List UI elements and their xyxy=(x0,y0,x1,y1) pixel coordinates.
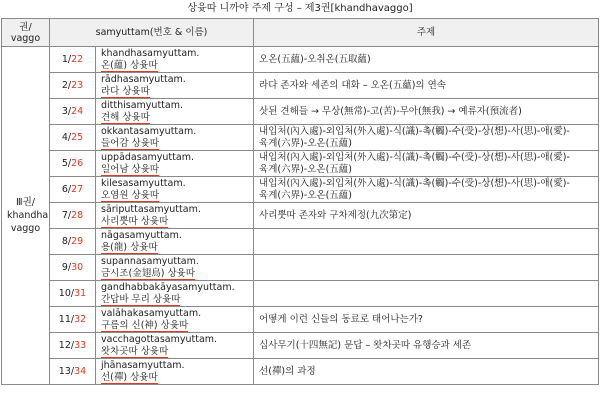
samyutta-name xyxy=(96,255,254,281)
local-number: 9 xyxy=(61,262,68,273)
samyutta-topic: 삿된 견해들 → 무상(無常)-고(苦)-무아(無我) → 예류자(預流者) xyxy=(254,99,599,125)
korean-name: 라다 상윳따 xyxy=(101,85,150,97)
samyutta-number: 8/29 xyxy=(50,229,96,255)
local-number: 12 xyxy=(58,340,71,351)
table-row xyxy=(2,255,599,281)
global-number: 25 xyxy=(71,132,84,143)
samyutta-name xyxy=(96,99,254,125)
samyutta-topic xyxy=(254,229,599,255)
local-number: 1 xyxy=(61,54,68,65)
global-number: 34 xyxy=(74,366,87,377)
table-row xyxy=(2,99,599,125)
pali-name: okkantasamyuttam. xyxy=(101,126,197,137)
korean-name: 구름의 신(神) 상윳따 xyxy=(101,319,189,331)
korean-name: 사리뿟따 상윳따 xyxy=(101,215,169,227)
table-row xyxy=(2,177,599,203)
header-topic: 주제 xyxy=(254,19,599,47)
korean-name: 들어감 상윳따 xyxy=(101,137,160,149)
local-number: 10 xyxy=(58,288,71,299)
samyutta-name xyxy=(96,177,254,203)
pali-name: uppādasamyuttam. xyxy=(101,152,194,163)
samyutta-number: 4/25 xyxy=(50,125,96,151)
global-number: 33 xyxy=(74,340,87,351)
samyutta-number: 10/31 xyxy=(50,281,96,307)
table-row xyxy=(2,47,599,73)
table-row xyxy=(2,281,599,307)
korean-name: 용(龍) 상윳따 xyxy=(101,241,158,253)
samyutta-name xyxy=(96,73,254,99)
header-name: samyuttam(번호 & 이름) xyxy=(50,19,254,47)
samyutta-topic: 라다 존자와 세존의 대화 – 오온(五蘊)의 연속 xyxy=(254,73,599,99)
samyutta-name xyxy=(96,151,254,177)
global-number: 27 xyxy=(71,184,84,195)
table-row xyxy=(2,333,599,359)
pali-name: kilesasamyuttam. xyxy=(101,178,186,189)
table-row xyxy=(2,203,599,229)
pali-name: nāgasamyuttam. xyxy=(101,230,182,241)
korean-name: 온(蘊) 상윳따 xyxy=(101,59,158,71)
table-row xyxy=(2,151,599,177)
samyutta-topic xyxy=(254,255,599,281)
local-number: 3 xyxy=(61,106,68,117)
pali-name: jhānasamyuttam. xyxy=(101,360,185,371)
samyutta-topic xyxy=(254,281,599,307)
samyutta-number: 7/28 xyxy=(50,203,96,229)
global-number: 24 xyxy=(71,106,84,117)
samyutta-name xyxy=(96,333,254,359)
global-number: 32 xyxy=(74,314,87,325)
samyutta-number: 1/22 xyxy=(50,47,96,73)
local-number: 13 xyxy=(58,366,71,377)
pali-name: supannasamyuttam. xyxy=(101,256,199,267)
local-number: 7 xyxy=(61,210,68,221)
local-number: 5 xyxy=(61,158,68,169)
table-row xyxy=(2,359,599,385)
samyutta-number: 12/33 xyxy=(50,333,96,359)
samyutta-topic: 십사무기(十四無記) 문답 – 왓차곳따 유행승과 세존 xyxy=(254,333,599,359)
samyutta-number: 2/23 xyxy=(50,73,96,99)
pali-name: gandhabbakāyasamyuttam. xyxy=(101,282,235,293)
global-number: 29 xyxy=(71,236,84,247)
table-row xyxy=(2,229,599,255)
samyutta-name xyxy=(96,229,254,255)
korean-name: 일어남 상윳따 xyxy=(101,163,160,175)
volume-label: Ⅲ권/ khandha vaggo xyxy=(2,47,50,385)
table-row xyxy=(2,307,599,333)
korean-name: 오염원 상윳따 xyxy=(101,189,160,201)
samyutta-topic: 어떻게 이런 신들의 동료로 태어나는가? xyxy=(254,307,599,333)
korean-name: 왓차곳따 상윳따 xyxy=(101,345,169,357)
korean-name: 선(禪) 상윳따 xyxy=(101,371,158,383)
local-number: 8 xyxy=(61,236,68,247)
pali-name: sāriputtasamyuttam. xyxy=(101,204,201,215)
korean-name: 간답바 무리 상윳따 xyxy=(101,293,181,305)
page-title: 상윳따 니까야 주제 구성 – 제3권[khandhavaggo] xyxy=(187,3,413,14)
korean-name: 금시조(金翅鳥) 상윳따 xyxy=(101,267,195,279)
korean-name: 견해 상윳따 xyxy=(101,111,150,123)
samyutta-topic: 내입처(內入處)-외입처(外入處)-식(識)-촉(觸)-수(受)-상(想)-사(思)-애(愛)- 육계(六界)-오온(五蘊) xyxy=(254,177,599,203)
samyutta-number: 13/34 xyxy=(50,359,96,385)
table-body xyxy=(2,47,599,385)
global-number: 31 xyxy=(74,288,87,299)
table-row xyxy=(2,125,599,151)
global-number: 28 xyxy=(71,210,84,221)
samyutta-name xyxy=(96,359,254,385)
samyutta-topic: 내입처(內入處)-외입처(外入處)-식(識)-촉(觸)-수(受)-상(想)-사(思)-애(愛)- 육계(六界)-오온(五蘊) xyxy=(254,125,599,151)
samyutta-topic: 사리뿟따 존자와 구차제정(九次第定) xyxy=(254,203,599,229)
pali-name: valāhakasamyuttam. xyxy=(101,308,202,319)
pali-name: ditthisamyuttam. xyxy=(101,100,183,111)
samyutta-topic: 선(禪)의 과정 xyxy=(254,359,599,385)
samyutta-number: 11/32 xyxy=(50,307,96,333)
samyutta-number: 3/24 xyxy=(50,99,96,125)
table-header-row xyxy=(2,19,599,47)
samyutta-name xyxy=(96,281,254,307)
samyutta-name xyxy=(96,125,254,151)
local-number: 11 xyxy=(58,314,71,325)
samyutta-number: 5/26 xyxy=(50,151,96,177)
samyutta-topic: 내입처(內入處)-외입처(外入處)-식(識)-촉(觸)-수(受)-상(想)-사(思)-애(愛)- 육계(六界)-오온(五蘊) xyxy=(254,151,599,177)
global-number: 23 xyxy=(71,80,84,91)
local-number: 6 xyxy=(61,184,68,195)
global-number: 30 xyxy=(71,262,84,273)
samyutta-name xyxy=(96,203,254,229)
pali-name: rādhasamyuttam. xyxy=(101,74,186,85)
global-number: 22 xyxy=(71,54,84,65)
pali-name: vacchagottasamyuttam. xyxy=(101,334,218,345)
table-row xyxy=(2,73,599,99)
local-number: 2 xyxy=(61,80,68,91)
samyutta-name xyxy=(96,47,254,73)
samyutta-table xyxy=(1,18,599,385)
global-number: 26 xyxy=(71,158,84,169)
samyutta-number: 9/30 xyxy=(50,255,96,281)
samyutta-topic: 오온(五蘊)-오취온(五取蘊) xyxy=(254,47,599,73)
samyutta-number: 6/27 xyxy=(50,177,96,203)
samyutta-name xyxy=(96,307,254,333)
header-vol: 권/ vaggo xyxy=(2,19,50,47)
local-number: 4 xyxy=(61,132,68,143)
pali-name: khandhasamyuttam. xyxy=(101,48,200,59)
